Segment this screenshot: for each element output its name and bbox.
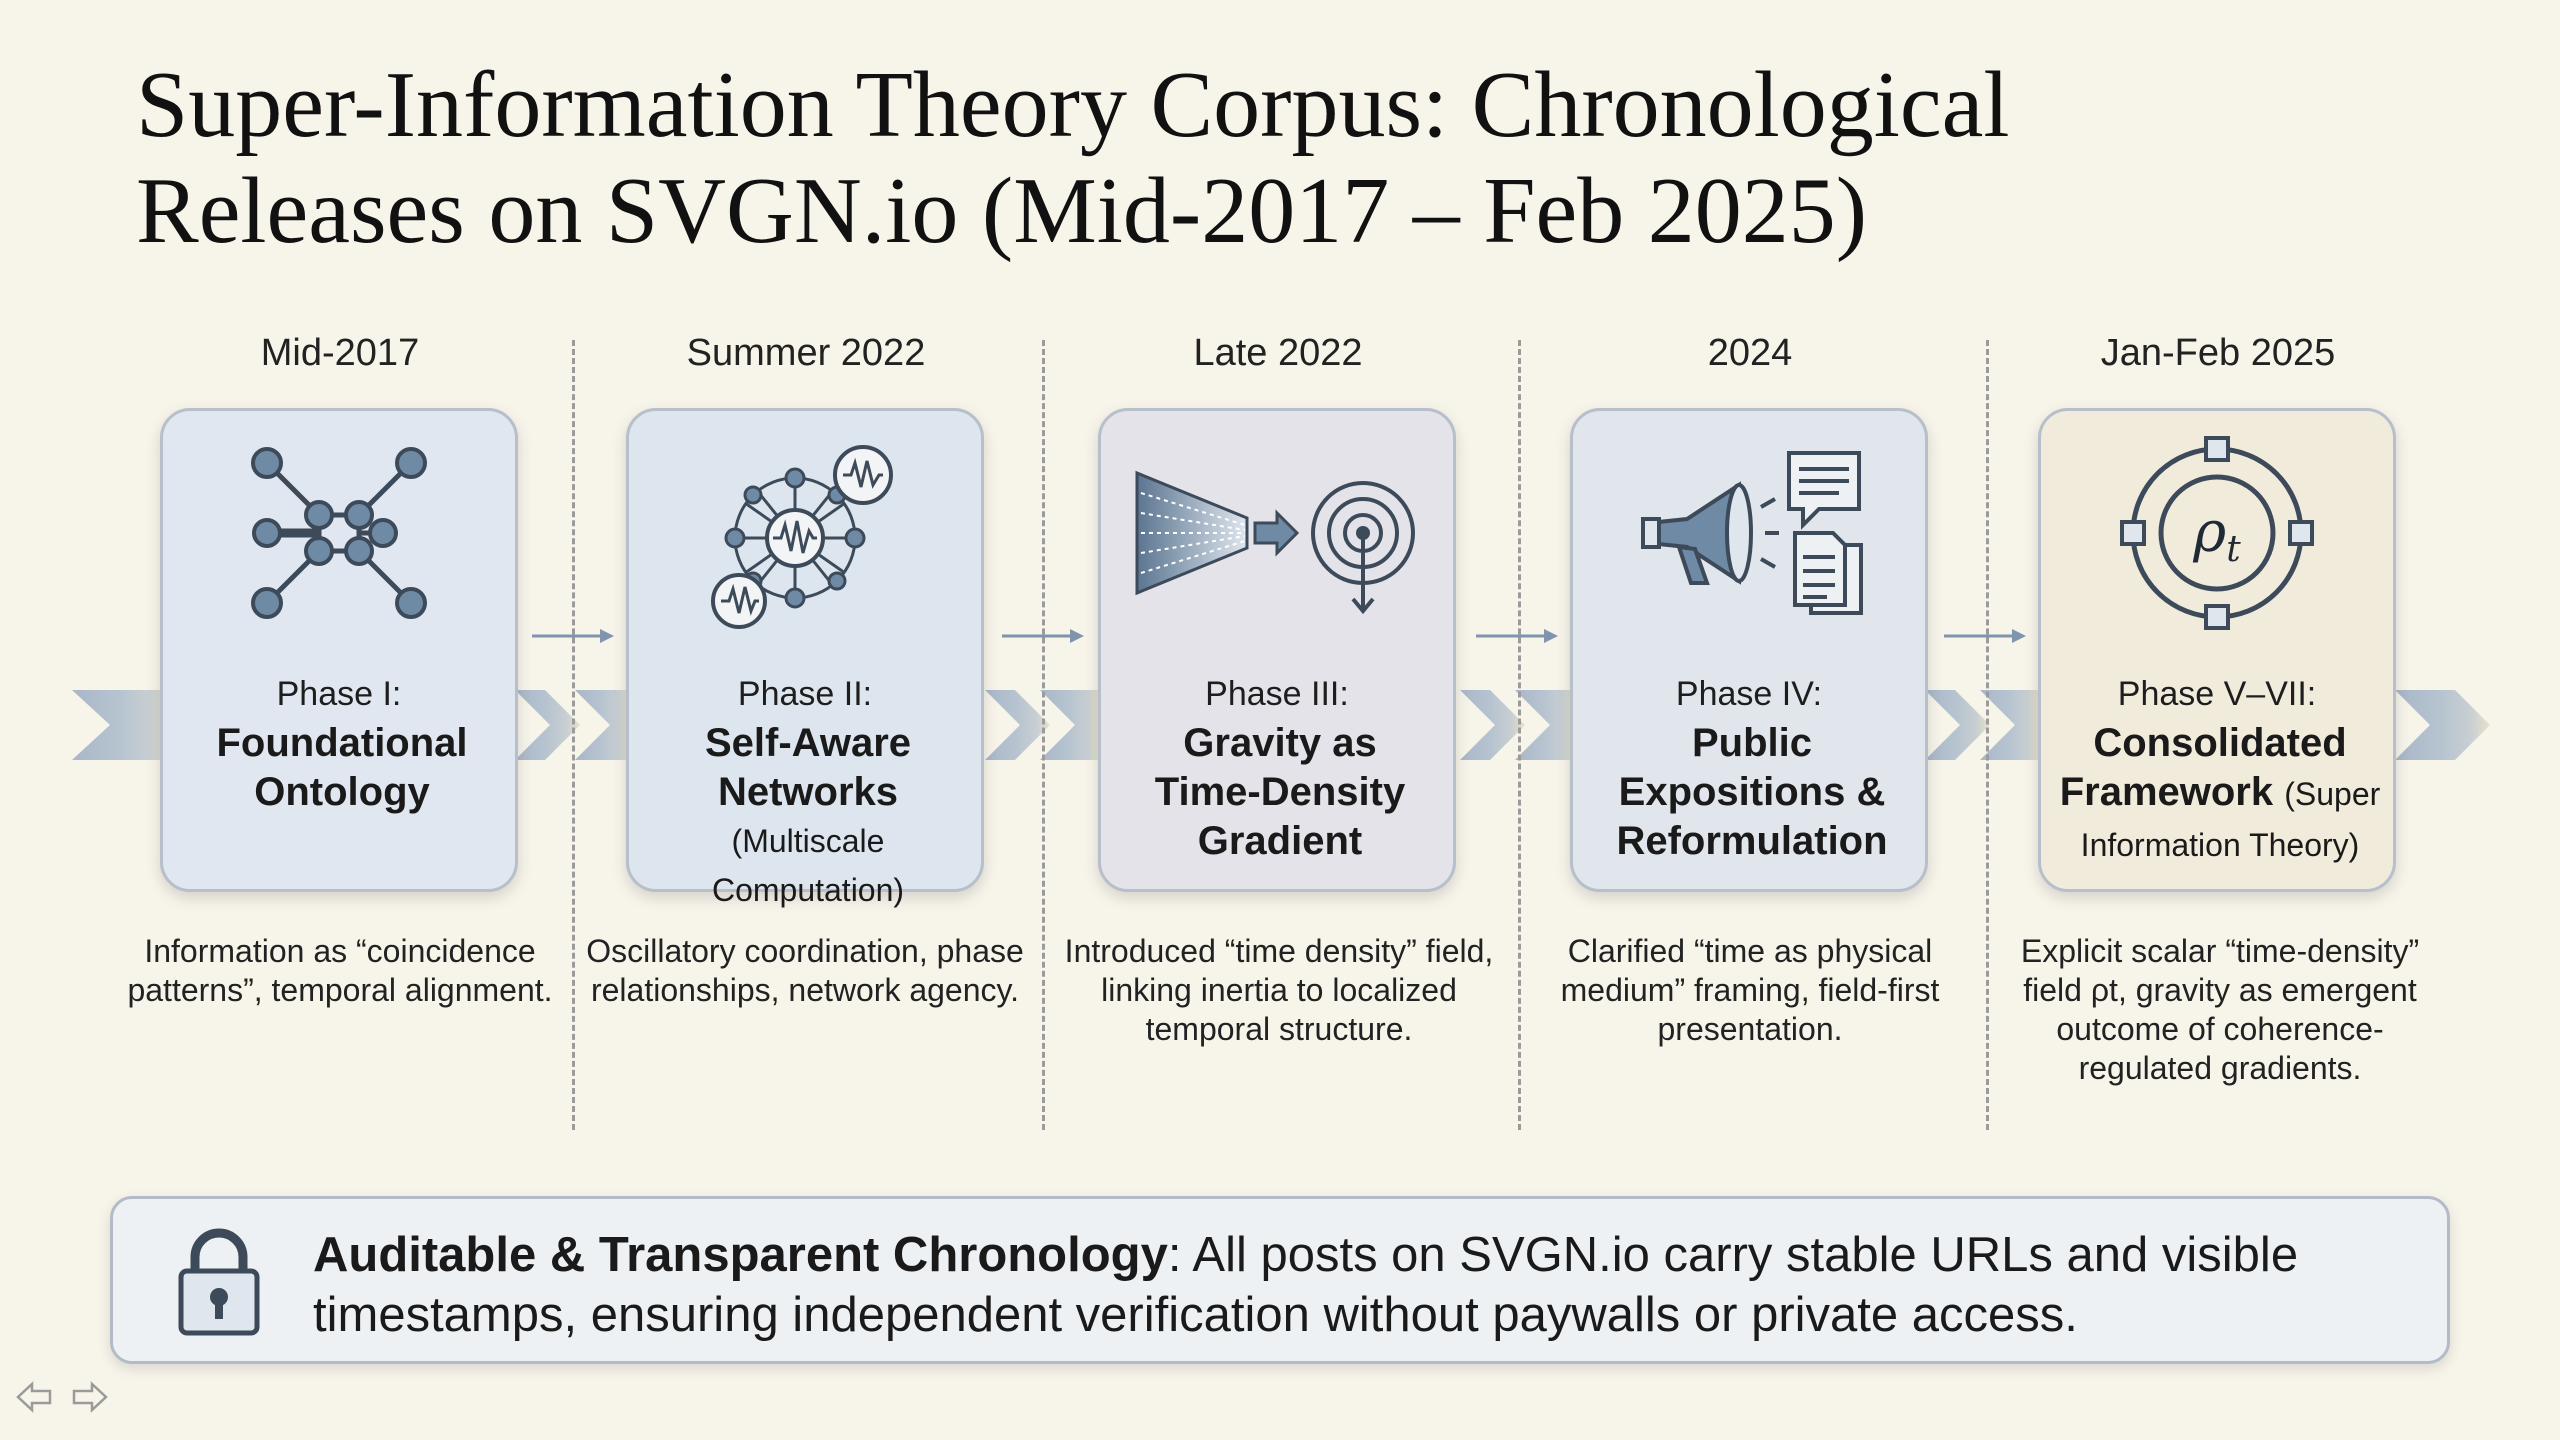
phase-name-text: Gravity as Time-Density Gradient	[1154, 721, 1406, 863]
rho-t-circle-icon	[2041, 433, 2393, 633]
flow-arrow-icon	[1472, 626, 1562, 646]
phase-name	[173, 719, 511, 817]
flow-arrow-icon	[1940, 626, 2030, 646]
phase-divider	[1518, 340, 1521, 1130]
phase-card-4	[1570, 408, 1928, 892]
slide-navigation	[14, 1380, 110, 1414]
phase-divider	[1986, 340, 1989, 1130]
phase-date: 2024	[1707, 332, 1793, 374]
phase-name	[639, 719, 977, 915]
phase-card-5	[2038, 408, 2396, 892]
chronology-note-body: : All posts on SVGN.io carry stable URLs and visible timestamps, ensuring independent verification without paywalls or private access.	[313, 1228, 2299, 1342]
network-node-icon	[163, 433, 515, 633]
chronology-note-bold: Auditable & Transparent Chronology	[313, 1228, 1168, 1282]
phase-card-1	[160, 408, 518, 892]
phase-date: Mid-2017	[260, 332, 420, 374]
phase-name-text: Consolidated Framework	[2059, 721, 2347, 814]
phase-label: Phase III:	[1205, 675, 1349, 713]
arrow-left-icon[interactable]	[14, 1380, 54, 1414]
svg-text:ρt: ρt	[2193, 500, 2241, 570]
phase-name	[2051, 719, 2389, 870]
phase-description: Oscillatory coordination, phase relationships, network agency.	[586, 933, 1024, 1008]
phase-name	[1111, 719, 1449, 866]
flow-arrow-icon	[998, 626, 1088, 646]
flow-arrow-icon	[528, 626, 618, 646]
phase-name-sub: (Super Information Theory)	[2080, 776, 2381, 863]
oscillating-network-icon	[629, 433, 981, 633]
phase-label: Phase IV:	[1675, 675, 1823, 713]
chronology-note	[110, 1196, 2450, 1364]
phase-description: Clarified “time as physical medium” framing, field-first presentation.	[1560, 933, 1940, 1047]
phase-name	[1583, 719, 1921, 866]
phase-description: Introduced “time density” field, linking inertia to localized temporal structure.	[1064, 933, 1494, 1047]
arrow-right-icon[interactable]	[70, 1380, 110, 1414]
phase-name-text: Foundational Ontology	[216, 721, 468, 814]
megaphone-icon	[1573, 433, 1925, 633]
chronology-note-text	[313, 1225, 2413, 1345]
phase-date: Jan-Feb 2025	[2100, 332, 2336, 374]
phase-date: Late 2022	[1193, 332, 1363, 374]
phase-divider	[572, 340, 575, 1130]
phase-description: Explicit scalar “time-density” field ρt, gravity as emergent outcome of coherence-regulated gradients.	[2020, 933, 2420, 1086]
lock-icon	[169, 1227, 269, 1344]
phase-card-3	[1098, 408, 1456, 892]
title-line-1: Super-Information Theory Corpus: Chronological	[136, 53, 2010, 157]
phase-label: Phase II:	[737, 675, 873, 713]
phase-name-text: Self-Aware Networks	[704, 721, 911, 814]
phase-name-sub: (Multiscale Computation)	[711, 823, 905, 908]
phase-date: Summer 2022	[686, 332, 926, 374]
phase-label: Phase I:	[276, 675, 402, 713]
phase-divider	[1042, 340, 1045, 1130]
phase-name-text: Public Expositions & Reformulation	[1616, 721, 1888, 863]
phase-description: Information as “coincidence patterns”, temporal alignment.	[127, 933, 553, 1008]
phase-label: Phase V–VII:	[2117, 675, 2317, 713]
title-line-2: Releases on SVGN.io (Mid-2017 – Feb 2025)	[136, 159, 1868, 263]
phase-card-2	[626, 408, 984, 908]
gradient-funnel-icon	[1101, 433, 1453, 633]
